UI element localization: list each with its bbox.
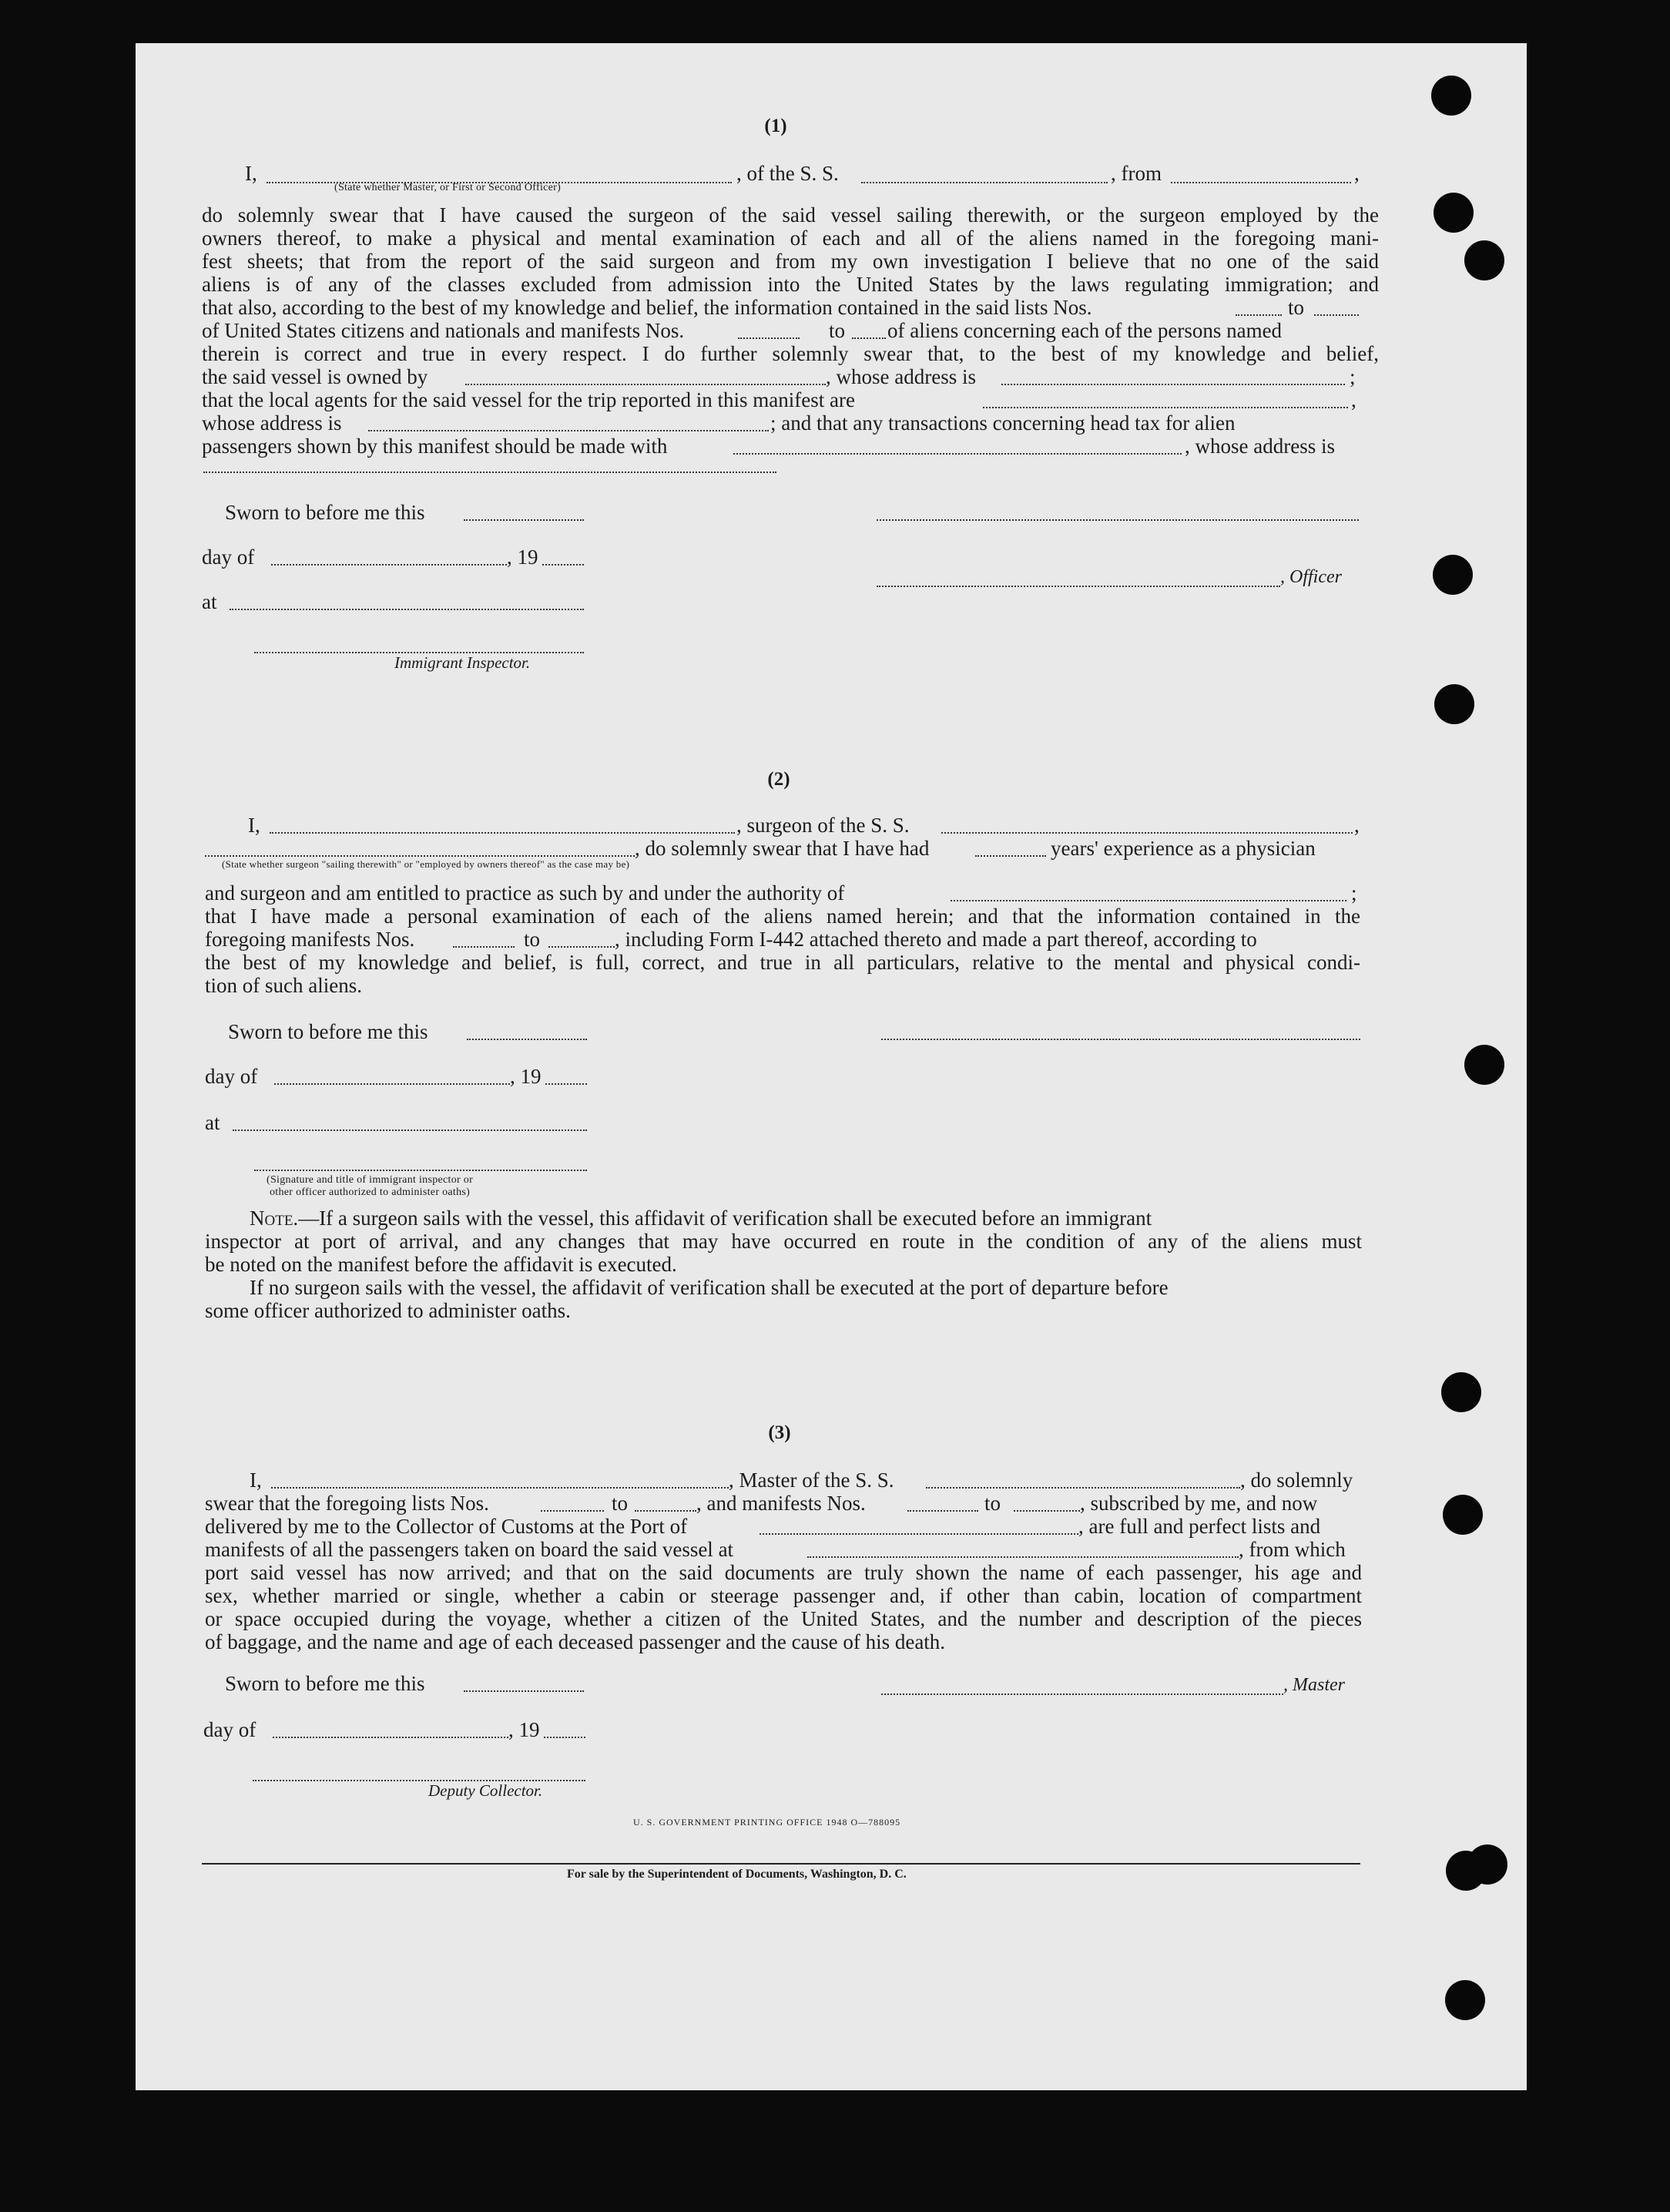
binder-hole bbox=[1464, 1045, 1504, 1085]
surgeon-status-field[interactable] bbox=[205, 855, 635, 857]
manifests-from-field[interactable] bbox=[738, 337, 800, 339]
s1-sworn-day-field[interactable] bbox=[464, 519, 584, 521]
s2-year-label: , 19 bbox=[510, 1065, 542, 1088]
binder-hole bbox=[1434, 684, 1474, 724]
s3-line-4b: , from which bbox=[1239, 1538, 1346, 1561]
binder-hole bbox=[1464, 240, 1504, 280]
s2-sworn-label: Sworn to before me this bbox=[228, 1020, 428, 1043]
s3-lists-to-field[interactable] bbox=[635, 1510, 696, 1512]
s2-line-2a: , do solemnly swear that I have had bbox=[635, 837, 930, 860]
binder-hole bbox=[1467, 1844, 1507, 1885]
s3-month-field[interactable] bbox=[273, 1737, 508, 1738]
embark-port-field[interactable] bbox=[807, 1556, 1239, 1558]
s1-text-line-11a: passengers shown by this manifest should be made with bbox=[202, 435, 668, 458]
footer-rule bbox=[202, 1863, 1360, 1865]
section-1-number: (1) bbox=[764, 116, 787, 136]
from-port-field[interactable] bbox=[1171, 182, 1351, 183]
s2-note-line-1 bbox=[250, 1207, 1152, 1230]
s2-at-label: at bbox=[205, 1111, 220, 1134]
s1-text-line-1: do solemnly swear that I have caused the surgeon of the said vessel sailing therewith, or the surgeon employed by the bbox=[202, 203, 1379, 227]
s1-text-line-9a: that the local agents for the said vessel for the trip reported in this manifest are bbox=[202, 388, 855, 411]
surgeon-name-field[interactable] bbox=[270, 832, 735, 834]
s2-sig-note-1: (Signature and title of immigrant inspector or bbox=[267, 1174, 474, 1186]
immigrant-inspector-label: Immigrant Inspector. bbox=[394, 653, 531, 672]
s1-at-field[interactable] bbox=[230, 609, 584, 610]
s2-line-2b: years' experience as a physician bbox=[1051, 837, 1316, 860]
s3-line-2a: swear that the foregoing lists Nos. bbox=[205, 1492, 489, 1515]
ship-name-field[interactable] bbox=[861, 182, 1108, 183]
s1-text-line-9b: , bbox=[1351, 388, 1356, 411]
s3-lists-from-field[interactable] bbox=[541, 1510, 604, 1512]
authority-field[interactable] bbox=[951, 900, 1346, 901]
s2-manifests-to-field[interactable] bbox=[548, 946, 615, 948]
s2-line-5c: , including Form I-442 attached thereto and made a part thereof, according to bbox=[615, 928, 1257, 951]
s3-i-label: I, bbox=[250, 1469, 262, 1492]
s2-note-line-4: If no surgeon sails with the vessel, the affidavit of verification shall be executed at the port of departure before bbox=[250, 1276, 1169, 1299]
s3-solemnly-label: , do solemnly bbox=[1240, 1469, 1353, 1492]
s3-text-line-8: of baggage, and the name and age of each deceased passenger and the cause of his death. bbox=[205, 1630, 946, 1653]
binder-hole bbox=[1445, 1980, 1485, 2020]
owner-field[interactable] bbox=[465, 384, 826, 385]
s3-line-2d: to bbox=[984, 1492, 1001, 1515]
head-tax-agent-field[interactable] bbox=[733, 453, 1182, 455]
printing-office-line: U. S. GOVERNMENT PRINTING OFFICE 1948 O—788095 bbox=[633, 1817, 901, 1828]
s1-at-label: at bbox=[202, 590, 217, 613]
deputy-collector-label: Deputy Collector. bbox=[428, 1781, 543, 1800]
s3-manifests-from-field[interactable] bbox=[907, 1510, 978, 1512]
agents-address-field[interactable] bbox=[368, 430, 769, 431]
binder-hole bbox=[1443, 1495, 1483, 1535]
s2-line-3b: ; bbox=[1351, 881, 1357, 905]
s3-manifests-to-field[interactable] bbox=[1014, 1510, 1080, 1512]
s1-text-line-4: aliens is of any of the classes excluded from admission into the United States by the laws regulating immigration; and bbox=[202, 273, 1379, 296]
s2-note-line-5: some officer authorized to administer oaths. bbox=[205, 1299, 571, 1322]
s2-surgeon-note: (State whether surgeon "sailing therewith" or "employed by owners thereof" as the case may be) bbox=[222, 858, 630, 870]
s2-line-5b: to bbox=[524, 928, 541, 951]
s3-sworn-day-field[interactable] bbox=[464, 1690, 584, 1692]
s1-text-line-3: fest sheets; that from the report of the said surgeon and from my own investigation I believe that no one of the said bbox=[202, 250, 1379, 273]
s3-ship-name-field[interactable] bbox=[926, 1487, 1240, 1489]
manifests-to-field[interactable] bbox=[852, 337, 886, 339]
s1-text-line-6b: to bbox=[829, 319, 846, 342]
note-text-1: —If a surgeon sails with the vessel, this affidavit of verification shall be executed before an immigrant bbox=[298, 1207, 1152, 1230]
s3-master-of-label: , Master of the S. S. bbox=[729, 1469, 894, 1492]
s1-i-label: I, bbox=[245, 162, 257, 185]
s3-line-3a: delivered by me to the Collector of Customs at the Port of bbox=[205, 1515, 688, 1538]
for-sale-line: For sale by the Superintendent of Documents, Washington, D. C. bbox=[567, 1868, 907, 1881]
s1-day-of-label: day of bbox=[202, 545, 255, 569]
s3-line-3b: , are full and perfect lists and bbox=[1078, 1515, 1321, 1538]
s1-text-line-8c: ; bbox=[1350, 365, 1356, 388]
s2-manifests-from-field[interactable] bbox=[453, 946, 515, 948]
s2-line-7: tion of such aliens. bbox=[205, 974, 362, 997]
s3-master-name-field[interactable] bbox=[271, 1487, 729, 1489]
lists-from-field[interactable] bbox=[1236, 314, 1282, 316]
s3-year-label: , 19 bbox=[508, 1718, 540, 1741]
binder-hole bbox=[1441, 1372, 1481, 1412]
s1-comma: , bbox=[1354, 162, 1360, 185]
s3-text-line-6: sex, whether married or single, whether a cabin or steerage passenger and, if other than cabin, location of compartment bbox=[205, 1584, 1362, 1607]
s3-day-of-label: day of bbox=[203, 1718, 257, 1741]
s1-year-field[interactable] bbox=[542, 564, 584, 566]
s3-line-2c: , and manifests Nos. bbox=[696, 1492, 866, 1515]
s2-surgeon-of-label: , surgeon of the S. S. bbox=[736, 814, 910, 837]
s1-signature-field[interactable] bbox=[877, 519, 1359, 521]
s3-line-2b: to bbox=[612, 1492, 629, 1515]
s2-comma: , bbox=[1354, 814, 1360, 837]
s3-line-2e: , subscribed by me, and now bbox=[1080, 1492, 1318, 1515]
binder-hole bbox=[1433, 555, 1473, 595]
head-tax-address-field[interactable] bbox=[203, 472, 776, 473]
s2-signature-field[interactable] bbox=[881, 1039, 1360, 1040]
s2-line-3a: and surgeon and am entitled to practice as such by and under the authority of bbox=[205, 881, 845, 905]
s1-text-line-2: owners thereof, to make a physical and mental examination of each and all of the aliens named in the foregoing mani- bbox=[202, 227, 1379, 250]
master-signature-field[interactable] bbox=[881, 1693, 1283, 1695]
owner-address-field[interactable] bbox=[1001, 384, 1345, 385]
s1-from-label: , from bbox=[1111, 162, 1162, 185]
master-label: , Master bbox=[1283, 1675, 1345, 1695]
s2-day-of-label: day of bbox=[205, 1065, 258, 1088]
s1-text-line-11b: , whose address is bbox=[1185, 435, 1335, 458]
s3-text-line-7: or space occupied during the voyage, whether a citizen of the United States, and the number and description of the pieces bbox=[205, 1607, 1362, 1630]
years-experience-field[interactable] bbox=[975, 855, 1046, 857]
s3-year-field[interactable] bbox=[544, 1737, 585, 1738]
officer-signature-field[interactable] bbox=[877, 586, 1280, 587]
officer-label: , Officer bbox=[1280, 567, 1342, 587]
s1-sworn-label: Sworn to before me this bbox=[225, 501, 425, 524]
s2-note-line-2: inspector at port of arrival, and any changes that may have occurred en route in the condition of any of the aliens must bbox=[205, 1230, 1362, 1253]
local-agents-field[interactable] bbox=[983, 407, 1348, 408]
s2-line-6: the best of my knowledge and belief, is full, correct, and true in all particulars, relative to the mental and physical condi- bbox=[205, 951, 1360, 974]
s2-line-4: that I have made a personal examination of each of the aliens named herein; and that the information contained in the bbox=[205, 905, 1360, 928]
s3-line-4a: manifests of all the passengers taken on board the said vessel at bbox=[205, 1538, 734, 1561]
s1-text-line-5a: that also, according to the best of my knowledge and belief, the information contained in the said lists Nos. bbox=[202, 296, 1092, 319]
section-3-number: (3) bbox=[768, 1422, 791, 1443]
s2-i-label: I, bbox=[248, 814, 260, 837]
s1-master-note: (State whether Master, or First or Second Officer) bbox=[334, 182, 562, 193]
s2-year-field[interactable] bbox=[545, 1083, 587, 1085]
s1-of-ss-label: , of the S. S. bbox=[736, 162, 839, 185]
s2-sworn-day-field[interactable] bbox=[467, 1039, 587, 1040]
s1-month-field[interactable] bbox=[271, 564, 507, 566]
s1-text-line-8a: the said vessel is owned by bbox=[202, 365, 428, 388]
lists-to-field[interactable] bbox=[1314, 314, 1359, 316]
binder-hole bbox=[1431, 76, 1471, 116]
s1-text-line-5b: to bbox=[1288, 296, 1305, 319]
s1-text-line-6a: of United States citizens and nationals and manifests Nos. bbox=[202, 319, 685, 342]
s2-sig-note-2: other officer authorized to administer oaths) bbox=[270, 1187, 471, 1198]
s1-text-line-8b: , whose address is bbox=[826, 365, 976, 388]
s2-at-field[interactable] bbox=[233, 1129, 587, 1131]
s2-ship-name-field[interactable] bbox=[941, 832, 1353, 834]
note-label: Note. bbox=[250, 1207, 299, 1230]
s2-line-5a: foregoing manifests Nos. bbox=[205, 928, 415, 951]
s1-text-line-7: therein is correct and true in every respect. I do further solemnly swear that, to the best of my knowledge and belief, bbox=[202, 342, 1379, 365]
port-field[interactable] bbox=[760, 1533, 1078, 1535]
s1-text-line-10b: ; and that any transactions concerning head tax for alien bbox=[770, 411, 1236, 435]
binder-hole bbox=[1434, 193, 1474, 233]
s1-text-line-10a: whose address is bbox=[202, 411, 342, 435]
s1-year-label: , 19 bbox=[507, 545, 538, 569]
s2-note-line-3: be noted on the manifest before the affidavit is executed. bbox=[205, 1253, 677, 1276]
s1-text-line-6c: of aliens concerning each of the persons named bbox=[887, 319, 1283, 342]
s2-month-field[interactable] bbox=[274, 1083, 510, 1085]
s3-text-line-5: port said vessel has now arrived; and that on the said documents are truly shown the name of each passenger, his age and bbox=[205, 1561, 1362, 1584]
section-2-number: (2) bbox=[767, 769, 790, 790]
s2-inspector-signature-field[interactable] bbox=[254, 1170, 587, 1171]
s3-sworn-label: Sworn to before me this bbox=[225, 1672, 425, 1695]
